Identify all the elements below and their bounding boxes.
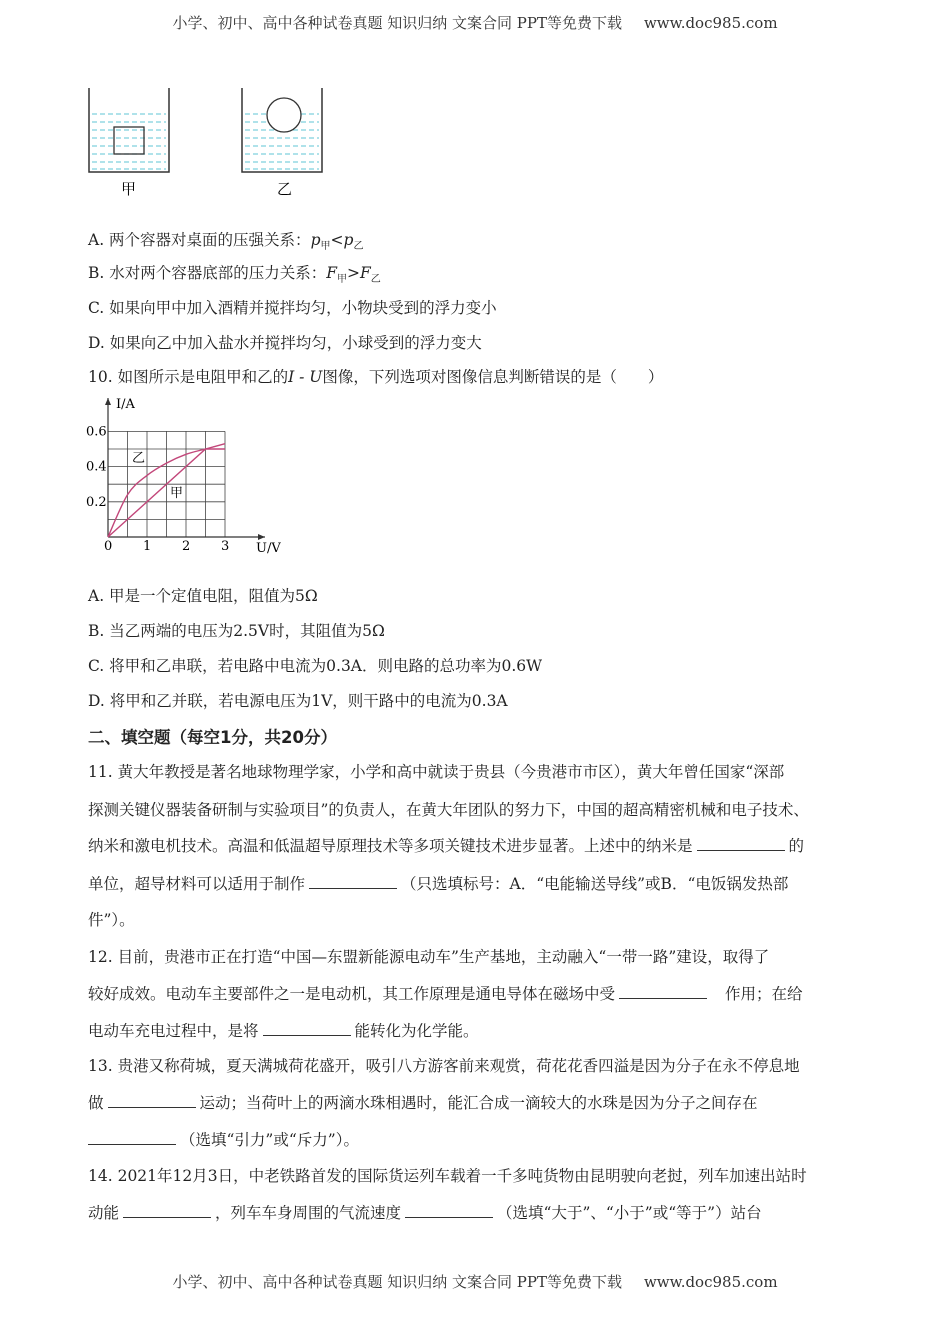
q9-option-a (88, 228, 363, 252)
q13-line-3 (88, 1128, 359, 1150)
q12-line-2 (88, 982, 803, 1004)
x-tick-label: 1 (143, 539, 152, 554)
header-text: 小学、初中、高中各种试卷真题 知识归纳 文案合同 PPT等免费下载 (172, 14, 622, 32)
q11-line-1: 11. 黄大年教授是著名地球物理学家，小学和高中就读于贵县（今贵港市市区），黄大年曾任国家“深部 (88, 763, 785, 781)
header-url[interactable]: www.doc985.com (643, 14, 778, 32)
page-footer (0, 1271, 950, 1292)
q13-line-1: 13. 贵港又称荷城，夏天满城荷花盛开，吸引八方游客前来观赏，荷花花香四溢是因为分子在永不停息地 (88, 1057, 800, 1075)
q9-a-var1: p (310, 231, 321, 249)
q12-l2-post: 作用；在给 (725, 985, 803, 1003)
q10-option-d: D. 将甲和乙并联，若电源电压为1V，则干路中的电流为0.3A (88, 692, 508, 710)
q12-line-3 (88, 1019, 479, 1041)
container-jia (89, 88, 169, 172)
q9-option-b (88, 261, 381, 285)
answer-blank[interactable] (263, 1021, 351, 1036)
q9-a-sub1: 甲 (320, 241, 331, 253)
q10-option-c: C. 将甲和乙串联，若电路中电流为0.3A．则电路的总功率为0.6W (88, 657, 543, 675)
q10-stem-pre: 10. 如图所示是电阻甲和乙的 (88, 368, 289, 386)
q9-b-var2: F (360, 264, 371, 282)
page-header (0, 12, 950, 33)
q9-b-text: B. 水对两个容器底部的压力关系： (88, 264, 327, 282)
series-label-jia: 甲 (170, 486, 184, 501)
container-yi (242, 88, 322, 172)
q10-option-a: A. 甲是一个定值电阻，阻值为5Ω (88, 587, 318, 605)
q11-l3-pre: 纳米和激电机技术。高温和低温超导原理技术等多项关键技术进步显著。上述中的纳米是 (88, 837, 693, 855)
answer-blank[interactable] (697, 836, 785, 851)
y-tick-label: 0.4 (86, 459, 107, 475)
footer-text: 小学、初中、高中各种试卷真题 知识归纳 文案合同 PPT等免费下载 (172, 1273, 622, 1291)
q9-b-var1: F (326, 264, 338, 282)
answer-blank[interactable] (309, 874, 397, 889)
q14-line-1: 14. 2021年12月3日，中老铁路首发的国际货运列车载着一千多吨货物由昆明驶向老挝，列车加速出站时 (88, 1167, 807, 1185)
q9-option-c: C. 如果向甲中加入酒精并搅拌均匀，小物块受到的浮力变小 (88, 299, 497, 317)
x-tick-label: 3 (221, 539, 230, 554)
y-axis-arrow (105, 398, 111, 405)
x-tick-label: 0 (104, 539, 113, 554)
answer-blank[interactable] (108, 1093, 196, 1108)
label-jia: 甲 (121, 180, 137, 198)
q9-a-text: A. 两个容器对桌面的压强关系： (88, 231, 311, 249)
q14-l2-pre: 动能 (88, 1204, 120, 1222)
q11-line-4 (88, 872, 788, 894)
q11-line-5: 件”）。 (88, 911, 135, 929)
series-label-yi: 乙 (132, 451, 146, 466)
q11-l4-pre: 单位，超导材料可以适用于制作 (88, 875, 306, 893)
x-axis-arrow (258, 534, 265, 540)
label-yi: 乙 (277, 180, 293, 198)
q9-b-op: > (347, 264, 361, 282)
q13-l2-post: 运动；当荷叶上的两滴水珠相遇时，能汇合成一滴较大的水珠是因为分子之间存在 (199, 1094, 758, 1112)
q13-line-2 (88, 1091, 758, 1113)
x-tick-label: 2 (182, 539, 191, 554)
small-block (114, 127, 144, 154)
footer-url[interactable]: www.doc985.com (643, 1273, 778, 1291)
q14-l2-mid: ，列车车身周围的气流速度 (215, 1204, 402, 1222)
y-tick-label: 0.2 (86, 494, 107, 510)
figure-containers (80, 82, 340, 204)
q13-l3-text: （选填“引力”或“斥力”）。 (180, 1131, 359, 1149)
q10-option-b: B. 当乙两端的电压为2.5V时，其阻值为5Ω (88, 622, 385, 640)
q11-line-2: 探测关键仪器装备研制与实验项目”的负责人，在黄大年团队的努力下，中国的超高精密机械和电子技术、 (88, 801, 809, 819)
q14-line-2 (88, 1201, 762, 1223)
q10-stem-post: 图像，下列选项对图像信息判断错误的是（ ） (322, 368, 664, 386)
q12-l2-pre: 较好成效。电动车主要部件之一是电动机，其工作原理是通电导体在磁场中受 (88, 985, 616, 1003)
q9-a-op: < (330, 231, 344, 249)
q13-l2-pre: 做 (88, 1094, 104, 1112)
q10-stem-var: I - U (288, 368, 323, 386)
q11-line-3 (88, 834, 804, 856)
answer-blank[interactable] (405, 1203, 493, 1218)
q9-a-var2: p (343, 231, 354, 249)
y-tick-label: 0.6 (86, 424, 107, 440)
iu-chart (80, 392, 290, 562)
q11-l3-post: 的 (788, 837, 805, 855)
q12-line-1: 12. 目前，贵港市正在打造“中国—东盟新能源电动车”生产基地，主动融入“一带一路”建设，取得了 (88, 948, 770, 966)
y-axis-label: I/A (116, 397, 135, 412)
q11-l4-post: （只选填标号：A．“电能输送导线”或B．“电饭锅发热部 (401, 875, 789, 893)
small-ball (267, 98, 301, 132)
section-2-title: 二、填空题（每空1分，共20分） (88, 728, 337, 747)
answer-blank[interactable] (619, 984, 707, 999)
answer-blank[interactable] (123, 1203, 211, 1218)
q9-a-sub2: 乙 (353, 241, 364, 253)
q12-l3-pre: 电动车充电过程中，是将 (88, 1022, 259, 1040)
x-axis-label: U/V (256, 541, 281, 556)
q9-b-sub1: 甲 (337, 274, 348, 286)
q14-l2-post: （选填“大于”、“小于”或“等于”）站台 (497, 1204, 762, 1222)
q10-stem (88, 365, 663, 387)
q9-b-sub2: 乙 (370, 274, 381, 286)
answer-blank[interactable] (88, 1130, 176, 1145)
q12-l3-post: 能转化为化学能。 (354, 1022, 479, 1040)
q9-option-d: D. 如果向乙中加入盐水并搅拌均匀，小球受到的浮力变大 (88, 334, 482, 352)
